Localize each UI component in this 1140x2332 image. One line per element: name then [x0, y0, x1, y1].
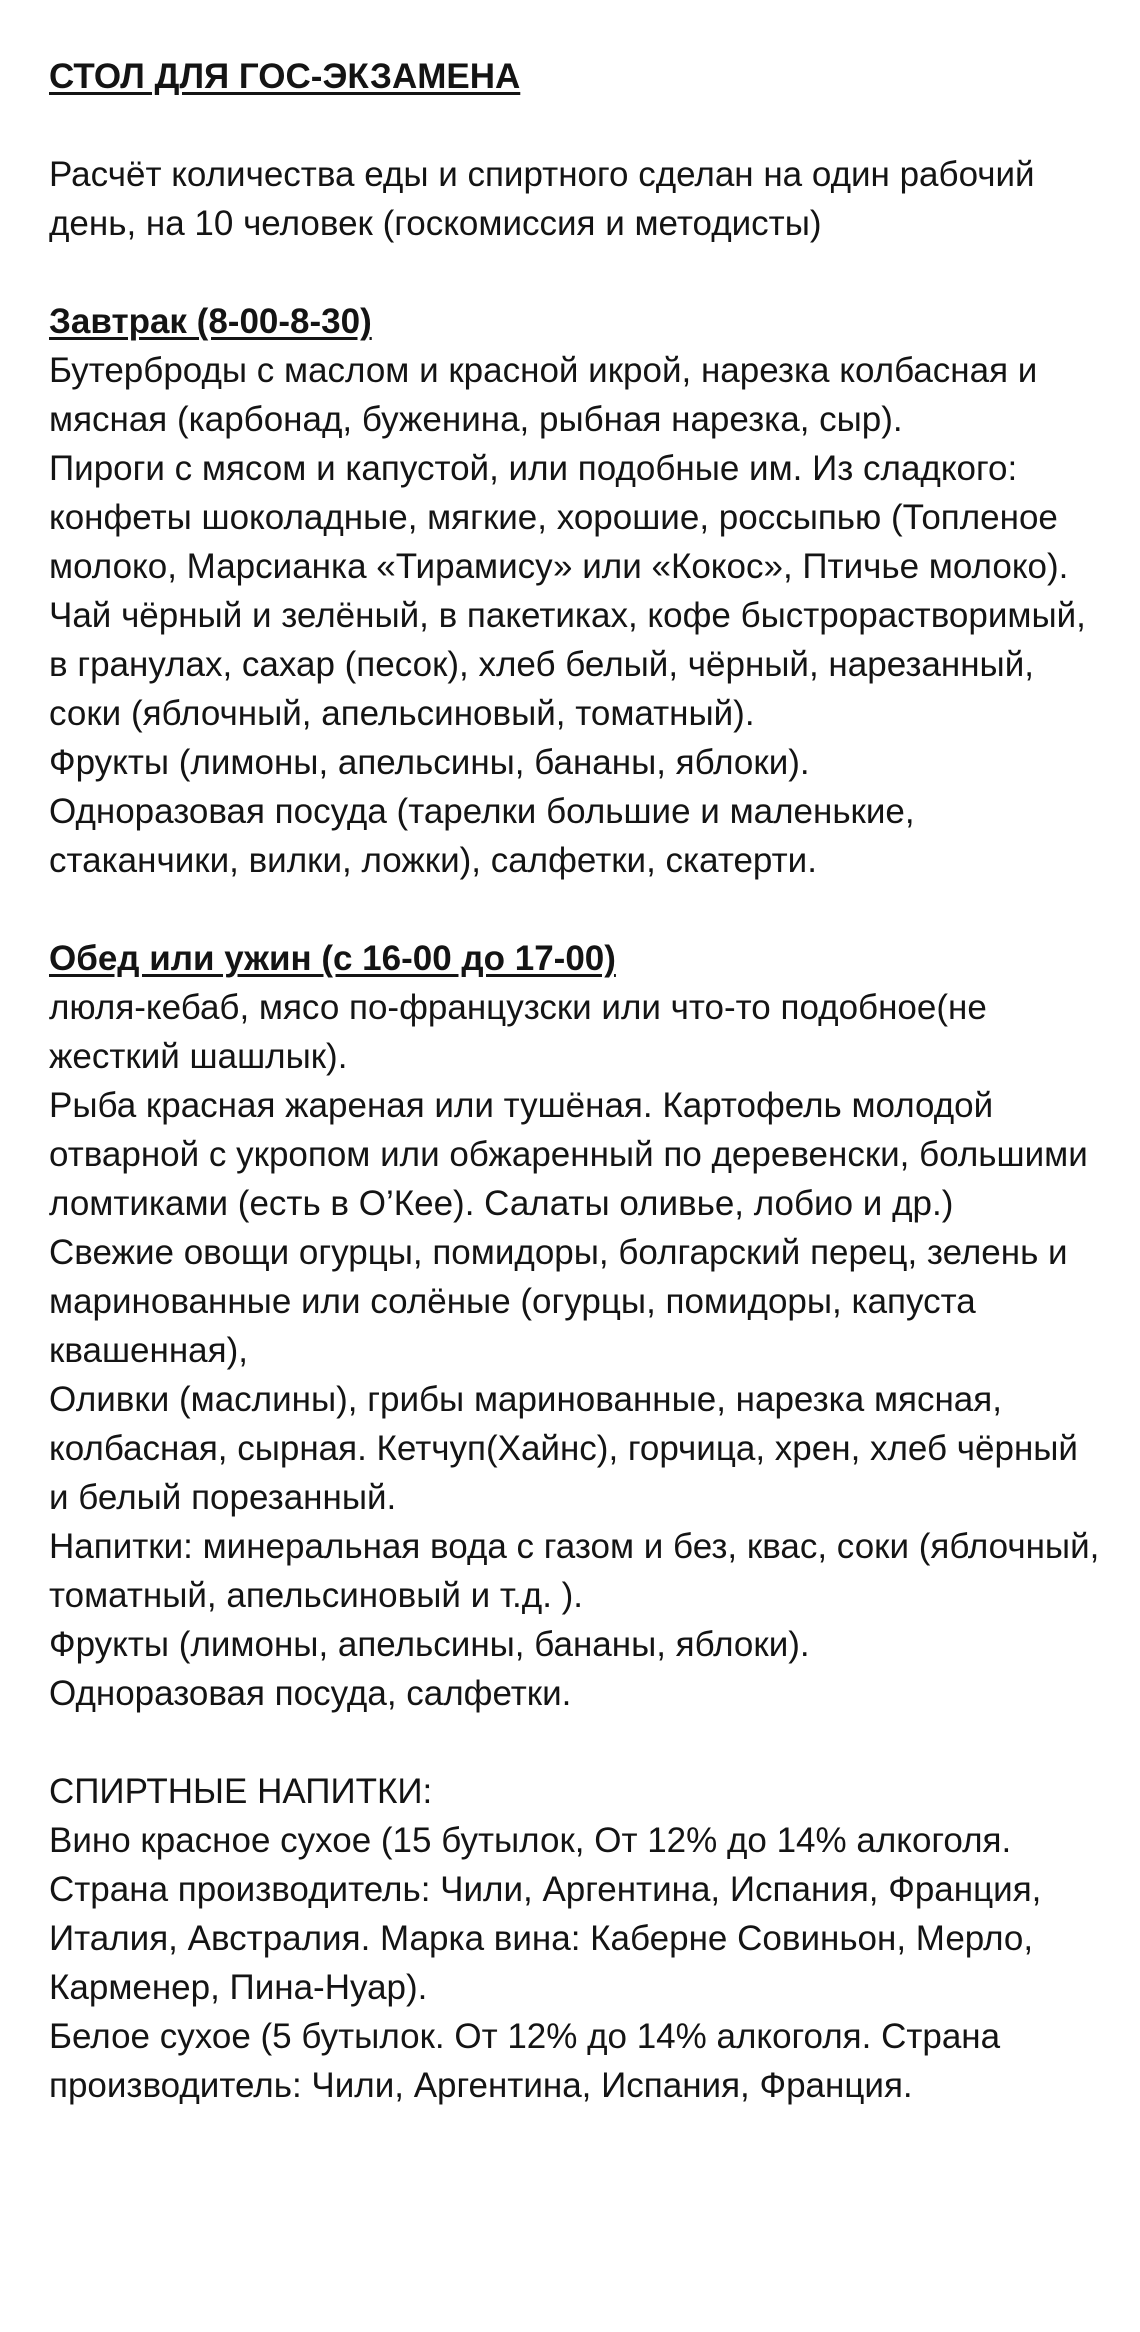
- spacer: [49, 101, 1100, 150]
- lunch-paragraph: Рыба красная жареная или тушёная. Картофель молодой отварной с укропом или обжаренный по деревенски, большими ломтиками (есть в О’Кее). Салаты оливье, лобио и др.): [49, 1086, 1088, 1223]
- spacer: [49, 248, 1100, 297]
- lunch-paragraph: Одноразовая посуда, салфетки.: [49, 1674, 572, 1713]
- lunch-section: [49, 934, 1100, 1718]
- drinks-paragraph: Вино красное сухое (15 бутылок, От 12% до 14% алкоголя. Страна производитель: Чили, Аргентина, Испания, Франция, Италия, Австралия. Марка вина: Каберне Совиньон, Мерло, Карменер, Пина-Нуар).: [49, 1821, 1042, 2007]
- breakfast-paragraph: Чай чёрный и зелёный, в пакетиках, кофе быстрорастворимый, в гранулах, сахар (песок), хлеб белый, чёрный, нарезанный, соки (яблочный, апельсиновый, томатный).: [49, 596, 1086, 733]
- lunch-paragraph: Свежие овощи огурцы, помидоры, болгарский перец, зелень и маринованные или солёные (огурцы, помидоры, капуста квашенная),: [49, 1233, 1068, 1370]
- document-title: СТОЛ ДЛЯ ГОС-ЭКЗАМЕНА: [49, 57, 521, 96]
- breakfast-paragraph: Бутерброды с маслом и красной икрой, нарезка колбасная и мясная (карбонад, буженина, рыбная нарезка, сыр).: [49, 351, 1038, 439]
- spacer: [49, 885, 1100, 934]
- lunch-heading: Обед или ужин (с 16-00 до 17-00): [49, 939, 616, 978]
- drinks-section: [49, 1767, 1100, 2110]
- breakfast-paragraph: Фрукты (лимоны, апельсины, бананы, яблоки).: [49, 743, 810, 782]
- breakfast-section: [49, 297, 1100, 885]
- intro-paragraph: Расчёт количества еды и спиртного сделан на один рабочий день, на 10 человек (госкомиссия и методисты): [49, 155, 1035, 243]
- lunch-paragraph: Оливки (маслины), грибы маринованные, нарезка мясная, колбасная, сырная. Кетчуп(Хайнс), горчица, хрен, хлеб чёрный и белый порезанный.: [49, 1380, 1078, 1517]
- lunch-paragraph: Фрукты (лимоны, апельсины, бананы, яблоки).: [49, 1625, 810, 1664]
- breakfast-heading: Завтрак (8-00-8-30): [49, 302, 372, 341]
- breakfast-paragraph: Пироги с мясом и капустой, или подобные им. Из сладкого: конфеты шоколадные, мягкие, хорошие, россыпью (Топленое молоко, Марсианка «Тирамису» или «Кокос», Птичье молоко).: [49, 449, 1069, 586]
- breakfast-paragraph: Одноразовая посуда (тарелки большие и маленькие, стаканчики, вилки, ложки), салфетки, скатерти.: [49, 792, 915, 880]
- lunch-paragraph: Напитки: минеральная вода с газом и без, квас, соки (яблочный, томатный, апельсиновый и т.д. ).: [49, 1527, 1100, 1615]
- spacer: [49, 1718, 1100, 1767]
- drinks-paragraph: Белое сухое (5 бутылок. От 12% до 14% алкоголя. Страна производитель: Чили, Аргентина, Испания, Франция.: [49, 2017, 1001, 2105]
- lunch-paragraph: люля-кебаб, мясо по-французски или что-то подобное(не жесткий шашлык).: [49, 988, 987, 1076]
- drinks-heading: СПИРТНЫЕ НАПИТКИ:: [49, 1772, 433, 1811]
